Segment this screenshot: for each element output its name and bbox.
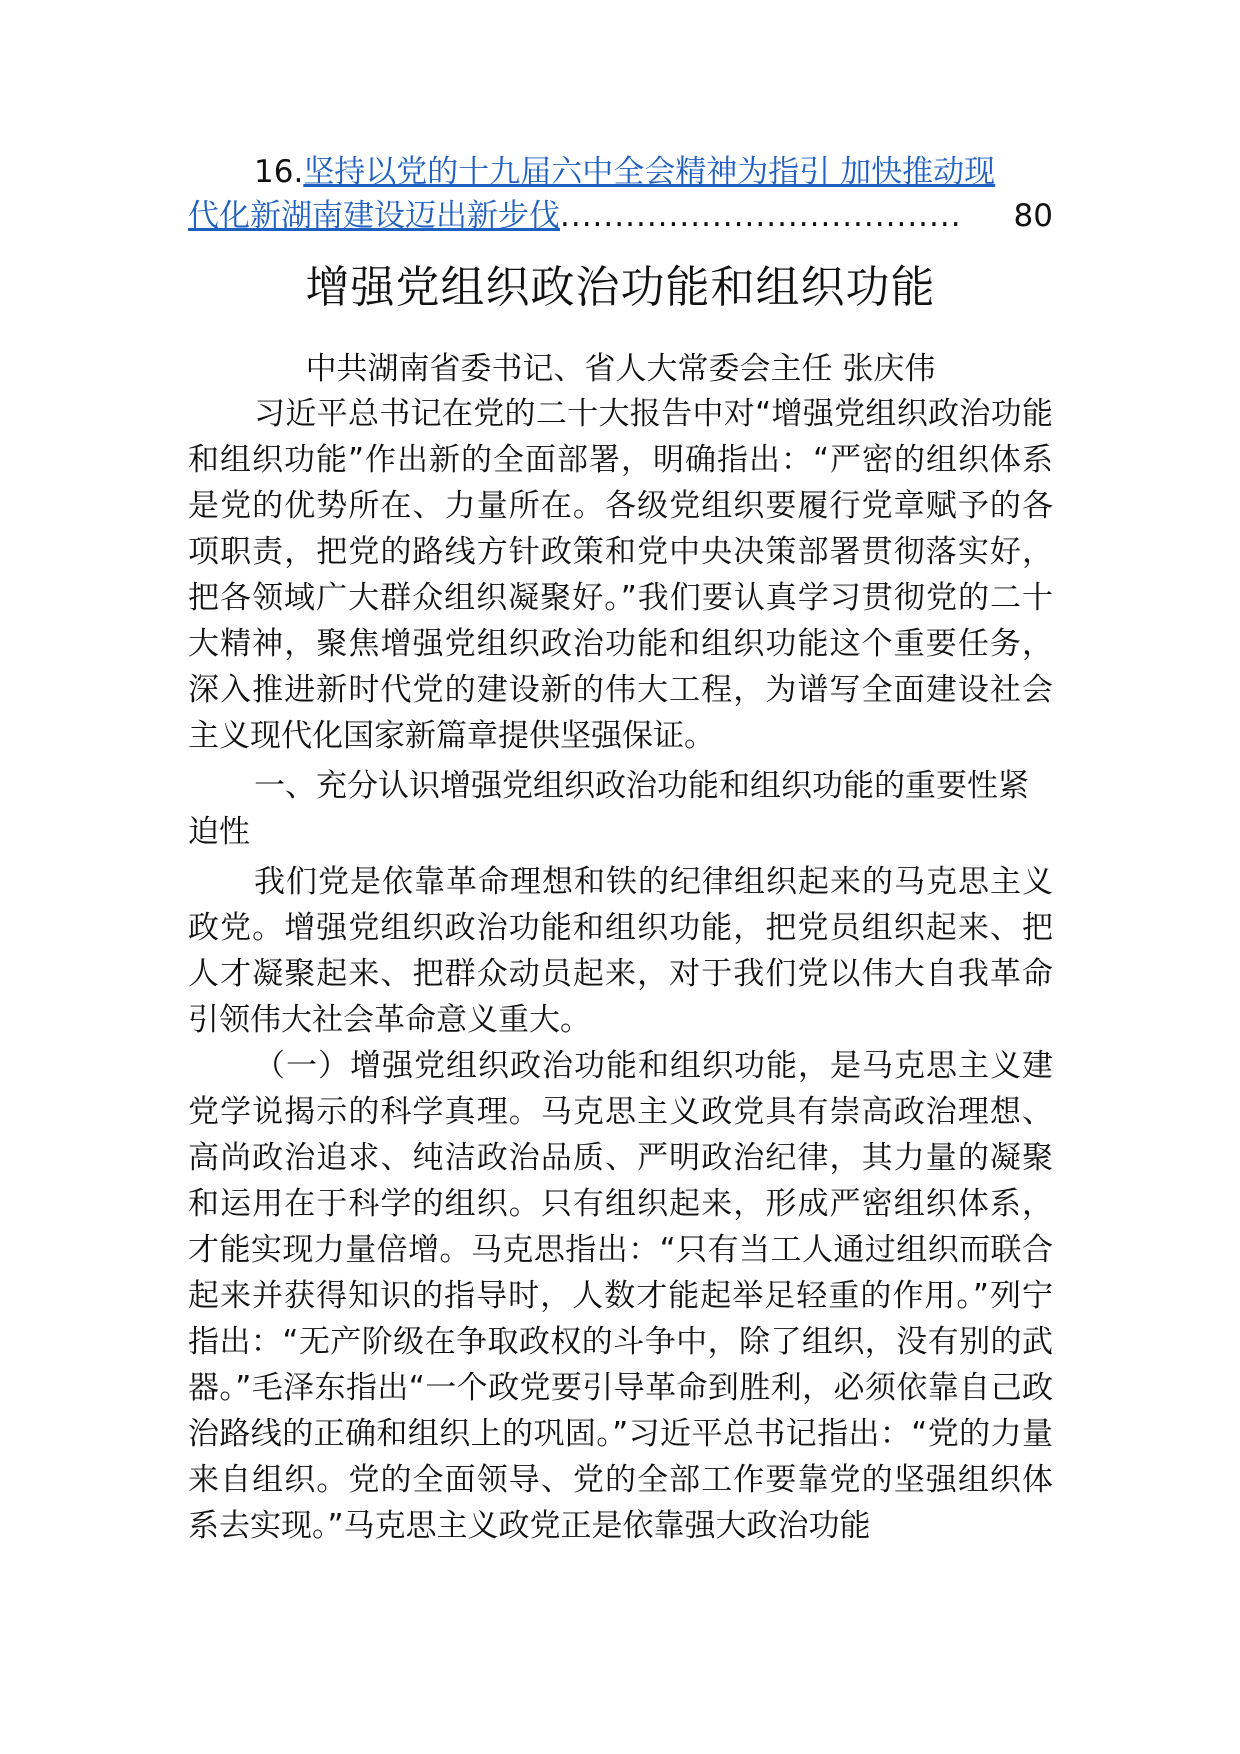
intro-paragraph: 习近平总书记在党的二十大报告中对“增强党组织政治功能和组织功能”作出新的全面部署，明确指出：“严密的组织体系是党的优势所在、力量所在。各级党组织要履行党章赋予的各项职责，把党的路线方针政策和党中央决策部署贯彻落实好，把各领域广大群众组织凝聚好。”我们要认真学习贯彻党的二十大精神，聚焦增强党组织政治功能和组织功能这个重要任务，深入推进新时代党的建设新的伟大工程，为谱写全面建设社会主义现代化国家新篇章提供坚强保证。 <box>188 396 1053 755</box>
toc-leader-dots: ..................................... <box>560 198 962 234</box>
toc-entry-number: 16. <box>254 154 304 190</box>
table-of-contents-entry <box>188 150 1053 238</box>
article-byline: 中共湖南省委书记、省人大常委会主任 张庆伟 <box>305 351 936 388</box>
article-title: 增强党组织政治功能和组织功能 <box>305 262 936 313</box>
toc-page-number[interactable]: 80 <box>1013 198 1053 234</box>
toc-entry-link-line2[interactable]: 代化新湖南建设迈出新步伐 <box>188 198 560 234</box>
toc-entry-link-line1[interactable]: 坚持以党的十九届六中全会精神为指引 加快推动现 <box>303 154 996 190</box>
page-content <box>188 150 1053 1549</box>
body-paragraph: 我们党是依靠革命理想和铁的纪律组织起来的马克思主义政党。增强党组织政治功能和组织功能，把党员组织起来、把人才凝聚起来、把群众动员起来，对于我们党以伟大自我革命引领伟大社会革命意义重大。 <box>188 864 1053 1039</box>
section-heading: 一、充分认识增强党组织政治功能和组织功能的重要性紧迫性 <box>188 768 1029 851</box>
toc-entry-line2 <box>188 194 1053 238</box>
body-paragraph: （一）增强党组织政治功能和组织功能，是马克思主义建党学说揭示的科学真理。马克思主义政党具有崇高政治理想、高尚政治追求、纯洁政治品质、严明政治纪律，其力量的凝聚和运用在于科学的组织。只有组织起来，形成严密组织体系，才能实现力量倍增。马克思指出：“只有当工人通过组织而联合起来并获得知识的指导时，人数才能起举足轻重的作用。”列宁指出：“无产阶级在争取政权的斗争中，除了组织，没有别的武器。”毛泽东指出“一个政党要引导革命到胜利，必须依靠自己政治路线的正确和组织上的巩固。”习近平总书记指出：“党的力量来自组织。党的全面领导、党的全部工作要靠党的坚强组织体系去实现。”马克思主义政党正是依靠强大政治功能 <box>188 1048 1053 1545</box>
toc-entry-line1 <box>188 150 1053 194</box>
